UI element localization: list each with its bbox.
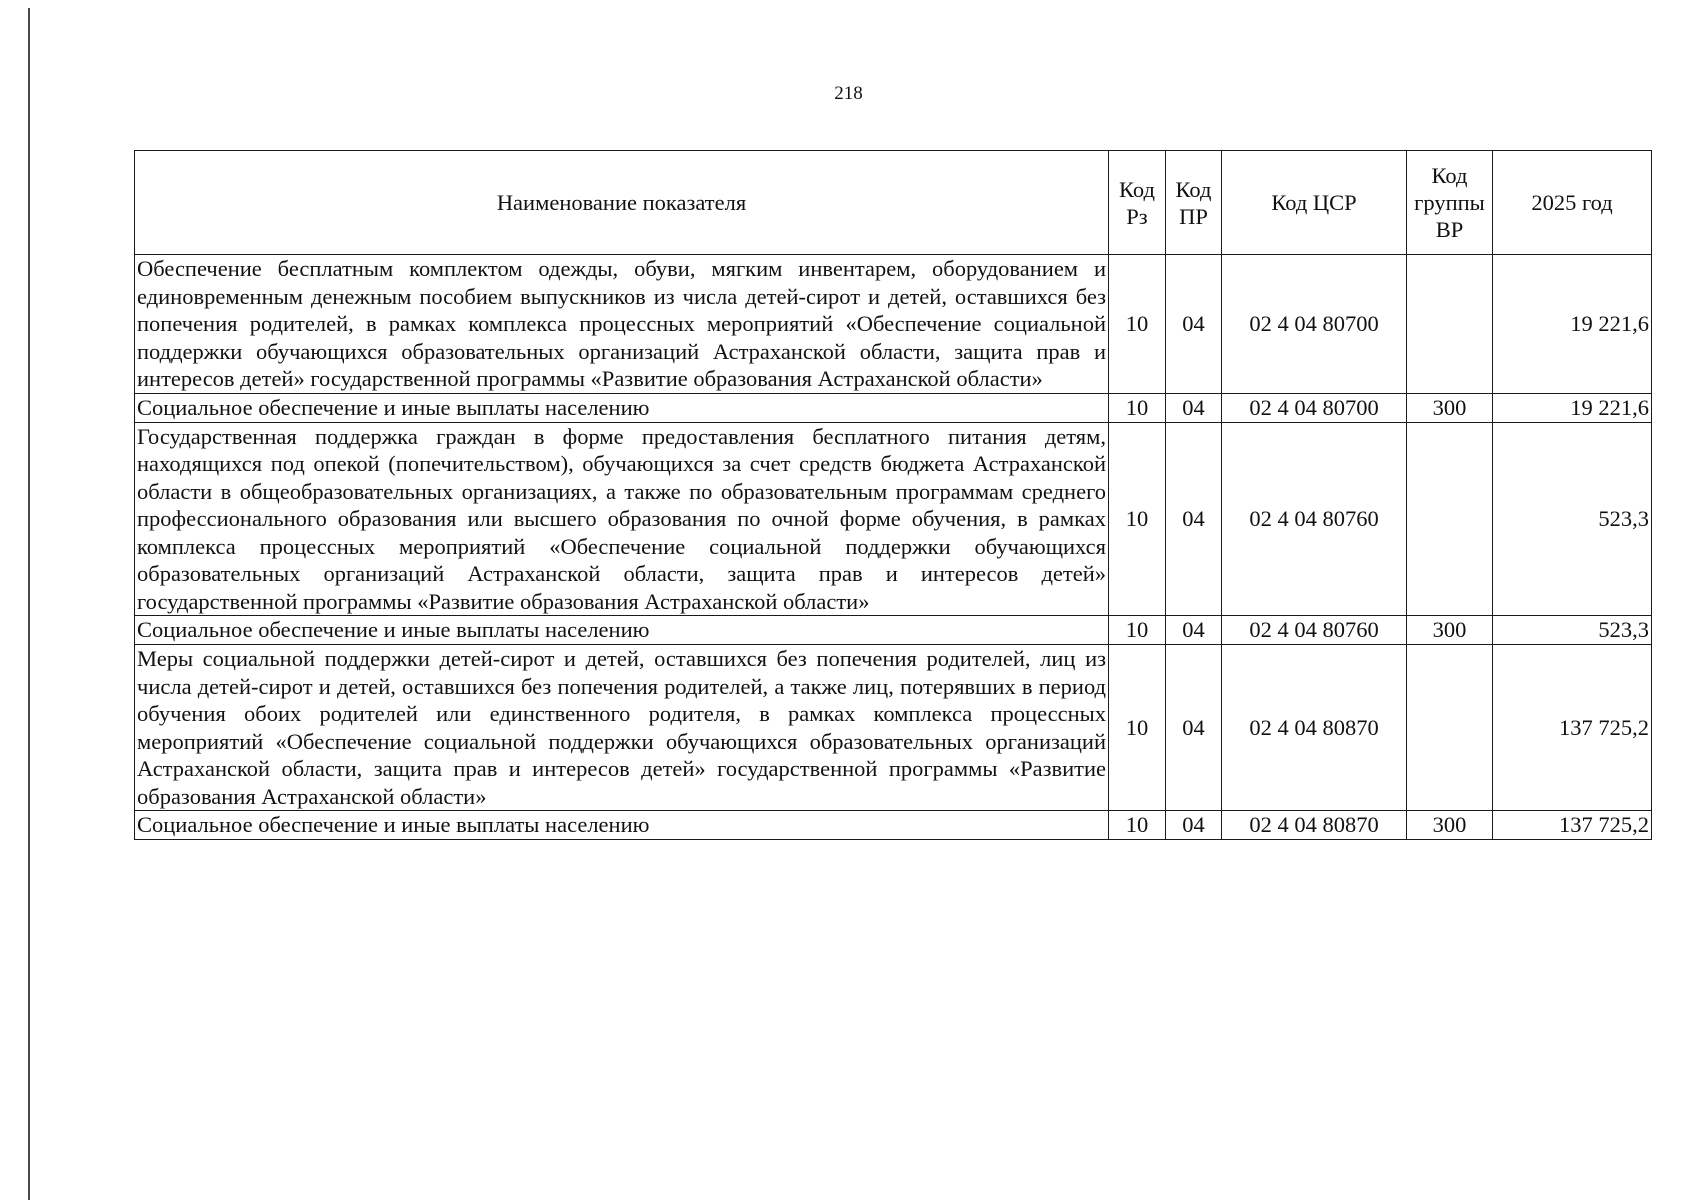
row-pr: 04 xyxy=(1166,616,1222,645)
row-name: Социальное обеспечение и иные выплаты населению xyxy=(135,393,1109,422)
row-name: Государственная поддержка граждан в форме предоставления бесплатного питания детям, находящихся под опекой (попечительством), обучающихся за счет средств бюджета Астраханской области в общеобразовательных организациях, а также по образовательным программам среднего профессионального образования или высшего образования по очной форме обучения, в рамках комплекса процессных мероприятий «Обеспечение социальной поддержки обучающихся образовательных организаций Астраханской области, защита прав и интересов детей» государственной программы «Развитие образования Астраханской области» xyxy=(135,422,1109,616)
scan-edge-line xyxy=(28,8,30,1200)
row-vr xyxy=(1407,255,1493,394)
row-vr xyxy=(1407,422,1493,616)
header-csr: Код ЦСР xyxy=(1222,151,1407,255)
table-row xyxy=(135,422,1652,616)
header-year: 2025 год xyxy=(1493,151,1652,255)
header-name: Наименование показателя xyxy=(135,151,1109,255)
row-pr: 04 xyxy=(1166,645,1222,811)
row-pr: 04 xyxy=(1166,393,1222,422)
row-csr: 02 4 04 80870 xyxy=(1222,645,1407,811)
page-number: 218 xyxy=(834,83,863,104)
row-name: Меры социальной поддержки детей-сирот и детей, оставшихся без попечения родителей, лиц из числа детей-сирот и детей, оставшихся без попечения родителей, а также лиц, потерявших в период обучения обоих родителей или единственного родителя, в рамках комплекса процессных мероприятий «Обеспечение социальной поддержки обучающихся образовательных организаций Астраханской области, защита прав и интересов детей» государственной программы «Развитие образования Астраханской области» xyxy=(135,645,1109,811)
table-row xyxy=(135,645,1652,811)
row-rz: 10 xyxy=(1109,393,1166,422)
table-header-row xyxy=(135,151,1652,255)
row-csr: 02 4 04 80760 xyxy=(1222,422,1407,616)
row-pr: 04 xyxy=(1166,422,1222,616)
row-rz: 10 xyxy=(1109,422,1166,616)
row-csr: 02 4 04 80760 xyxy=(1222,616,1407,645)
row-rz: 10 xyxy=(1109,645,1166,811)
row-csr: 02 4 04 80700 xyxy=(1222,393,1407,422)
row-pr: 04 xyxy=(1166,255,1222,394)
header-rz: Код Рз xyxy=(1109,151,1166,255)
row-rz: 10 xyxy=(1109,616,1166,645)
table-row xyxy=(135,393,1652,422)
row-vr xyxy=(1407,645,1493,811)
row-value: 523,3 xyxy=(1493,616,1652,645)
header-pr: Код ПР xyxy=(1166,151,1222,255)
row-vr: 300 xyxy=(1407,393,1493,422)
row-csr: 02 4 04 80870 xyxy=(1222,811,1407,840)
row-value: 523,3 xyxy=(1493,422,1652,616)
row-name: Обеспечение бесплатным комплектом одежды, обуви, мягким инвентарем, оборудованием и единовременным денежным пособием выпускников из числа детей-сирот и детей, оставшихся без попечения родителей, в рамках комплекса процессных мероприятий «Обеспечение социальной поддержки обучающихся образовательных организаций Астраханской области, защита прав и интересов детей» государственной программы «Развитие образования Астраханской области» xyxy=(135,255,1109,394)
row-vr: 300 xyxy=(1407,616,1493,645)
row-value: 137 725,2 xyxy=(1493,811,1652,840)
row-value: 19 221,6 xyxy=(1493,255,1652,394)
row-name: Социальное обеспечение и иные выплаты населению xyxy=(135,616,1109,645)
row-rz: 10 xyxy=(1109,255,1166,394)
table-row xyxy=(135,811,1652,840)
row-name: Социальное обеспечение и иные выплаты населению xyxy=(135,811,1109,840)
row-value: 137 725,2 xyxy=(1493,645,1652,811)
row-pr: 04 xyxy=(1166,811,1222,840)
row-csr: 02 4 04 80700 xyxy=(1222,255,1407,394)
header-vr: Код группы ВР xyxy=(1407,151,1493,255)
table-row xyxy=(135,616,1652,645)
budget-table xyxy=(134,150,1652,840)
row-value: 19 221,6 xyxy=(1493,393,1652,422)
table-row xyxy=(135,255,1652,394)
row-vr: 300 xyxy=(1407,811,1493,840)
row-rz: 10 xyxy=(1109,811,1166,840)
